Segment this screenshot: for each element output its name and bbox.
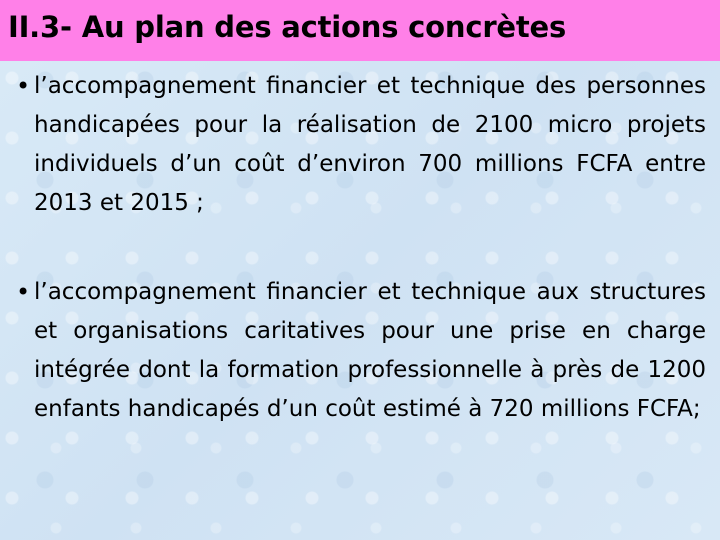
- bullet-text: l’accompagnement financier et technique des personnes handicapées pour la réalisation de 2100 micro projets individuels d’un coût d’environ 700 millions FCFA entre 2013 et 2015 ;: [34, 73, 706, 216]
- bullet-icon: •: [16, 72, 31, 100]
- bullet-icon: •: [16, 278, 31, 306]
- slide-title: II.3- Au plan des actions concrètes: [8, 10, 567, 44]
- bullet-text: l’accompagnement financier et technique aux structures et organisations caritatives pour une prise en charge intégrée dont la formation professionnelle à près de 1200 enfants handicapés d’un coût estimé à 720 millions FCFA;: [34, 279, 706, 422]
